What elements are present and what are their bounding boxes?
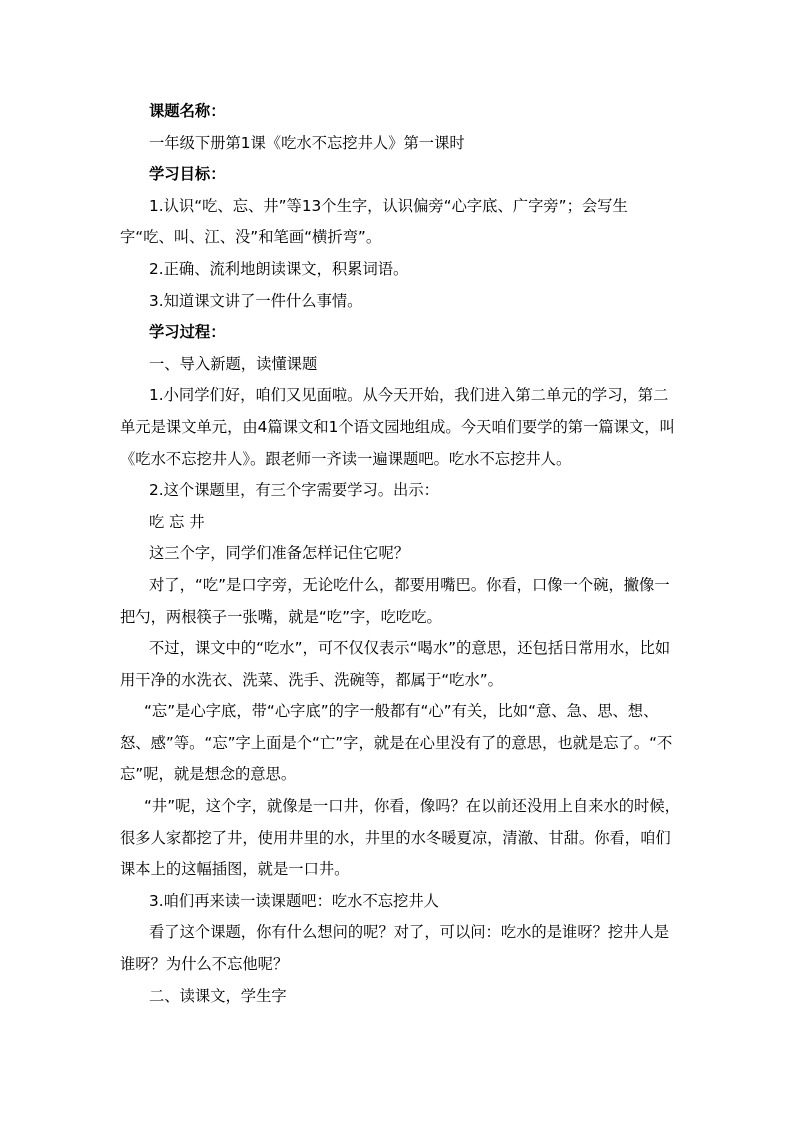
objectives-heading: 学习目标： <box>149 165 226 184</box>
paragraph: “忘”是心字底，带“心字底”的字一般都有“心”有关，比如“意、急、思、想、怒、感”等。“忘”字上面是个“亡”字，就是在心里没有了的意思，也就是忘了。“不忘”呢，就是想念的意思。 <box>120 702 673 784</box>
process-heading: 学习过程： <box>149 323 226 342</box>
objective-item: 2.正确、流利地朗读课文，积累词语。 <box>149 259 409 278</box>
title-label: 课题名称： <box>149 102 226 120</box>
paragraph: 看了这个课题，你有什么想问的呢？对了，可以问：吃水的是谁呀？挖井人是谁呀？为什么不忘他呢？ <box>120 923 670 974</box>
paragraph: 1.小同学们好，咱们又见面啦。从今天开始，我们进入第二单元的学习，第二单元是课文单元，由4篇课文和1个语文园地组成。今天咱们要学的第一篇课文，叫《吃水不忘挖井人》。跟老师一齐读一遍课题吧。吃水不忘挖井人。 <box>120 386 675 468</box>
section-heading: 一、导入新题，读懂课题 <box>149 354 318 373</box>
paragraph: 2.这个课题里，有三个字需要学习。出示： <box>149 481 439 500</box>
title-value: 一年级下册第1课《吃水不忘挖井人》第一课时 <box>149 133 465 152</box>
lesson-plan-body <box>120 96 680 1012</box>
paragraph: 3.咱们再来读一读课题吧：吃水不忘挖井人 <box>149 891 439 910</box>
new-characters: 吃 忘 井 <box>149 512 205 531</box>
paragraph: 这三个字，同学们准备怎样记住它呢？ <box>149 544 410 563</box>
objective-item: 1.认识“吃、忘、井”等13个生字，认识偏旁“心字底、广字旁”；会写生字“吃、叫、江、没”和笔画“横折弯”。 <box>120 196 628 247</box>
paragraph: 对了，“吃”是口字旁，无论吃什么，都要用嘴巴。你看，口像一个碗，撇像一把勺，两根筷子一张嘴，就是“吃”字，吃吃吃。 <box>120 575 670 626</box>
paragraph: 不过，课文中的“吃水”，可不仅仅表示“喝水”的意思，还包括日常用水，比如用干净的水洗衣、洗菜、洗手、洗碗等，都属于“吃水”。 <box>120 639 671 689</box>
objective-item: 3.知道课文讲了一件什么事情。 <box>149 291 363 310</box>
paragraph: “井”呢，这个字，就像是一口井，你看，像吗？在以前还没用上自来水的时候，很多人家都挖了井，使用井里的水，井里的水冬暖夏凉，清澈、甘甜。你看，咱们课本上的这幅插图，就是一口井。 <box>120 797 680 879</box>
section-heading: 二、读课文，学生字 <box>149 986 287 1005</box>
